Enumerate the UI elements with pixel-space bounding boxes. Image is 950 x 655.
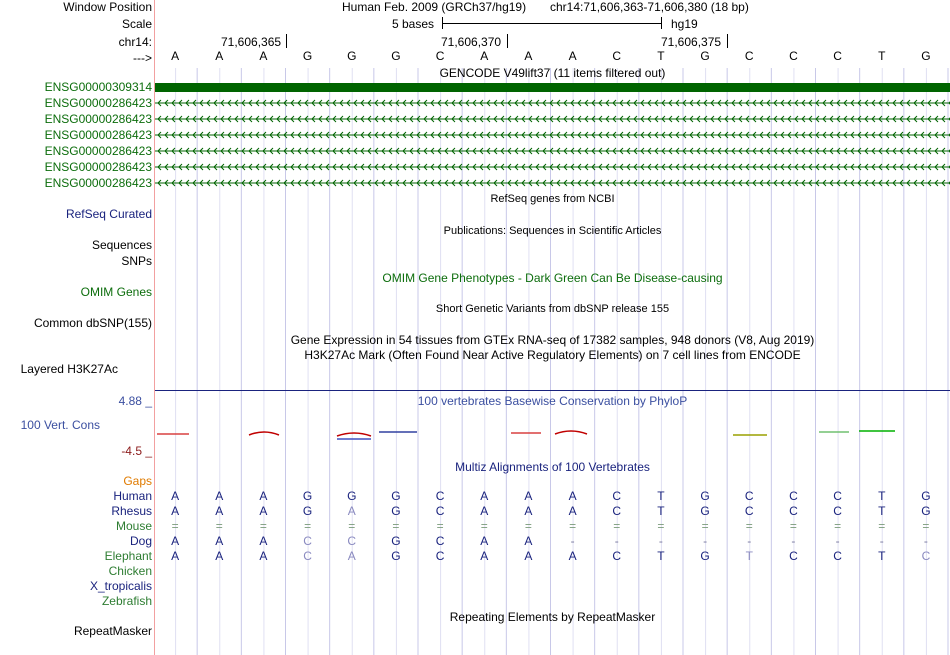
alignment-base: C — [921, 549, 931, 563]
alignment-base: A — [524, 534, 533, 548]
alignment-base: = — [922, 519, 930, 533]
alignment-base: A — [171, 534, 180, 548]
gene-label[interactable]: ENSG00000286423 — [44, 144, 152, 158]
gene-label[interactable]: ENSG00000286423 — [44, 176, 152, 190]
chrom-label: chr14: — [118, 35, 152, 49]
alignment-base: = — [215, 519, 223, 533]
alignment-row — [155, 504, 950, 519]
alignment-base: C — [744, 504, 754, 518]
alignment-base: A — [259, 504, 268, 518]
alignment-base: G — [391, 504, 401, 518]
reference-base: C — [789, 49, 798, 63]
alignment-base: A — [259, 534, 268, 548]
alignment-base: A — [215, 549, 224, 563]
alignment-base: C — [789, 504, 798, 518]
reference-base: A — [480, 49, 489, 63]
dbsnp-track-title: Short Genetic Variants from dbSNP release 155 — [435, 303, 670, 315]
alignment-base: = — [259, 519, 267, 533]
reference-base: C — [833, 49, 842, 63]
alignment-base: G — [391, 534, 401, 548]
gene-label[interactable]: ENSG00000286423 — [44, 96, 152, 110]
reference-base: A — [568, 49, 577, 63]
alignment-base: A — [259, 489, 268, 503]
alignment-base: - — [835, 534, 840, 548]
species-label[interactable]: X_tropicalis — [89, 579, 152, 593]
h3k27ac-track-title: H3K27Ac Mark (Often Found Near Active Regulatory Elements) on 7 cell lines from ENCODE — [304, 348, 801, 362]
alignment-base: C — [744, 489, 754, 503]
alignment-base: G — [391, 549, 401, 563]
reference-base: A — [259, 49, 268, 63]
alignment-row — [155, 594, 950, 609]
reference-base: G — [347, 49, 357, 63]
alignment-row — [155, 579, 950, 594]
alignment-row — [155, 519, 950, 534]
alignment-base: = — [789, 519, 797, 533]
alignment-base: = — [613, 519, 621, 533]
phylop-score-mark — [555, 431, 587, 434]
alignment-base: C — [435, 534, 445, 548]
gencode-track-title[interactable]: GENCODE V49lift37 (11 items filtered out) — [439, 66, 666, 80]
alignment-base: G — [391, 489, 401, 503]
alignment-base: - — [923, 534, 928, 548]
omim-track-label[interactable]: OMIM Genes — [80, 285, 152, 299]
species-label[interactable]: Dog — [129, 534, 152, 548]
alignment-base: - — [658, 534, 663, 548]
alignment-base: C — [612, 549, 622, 563]
alignment-base: A — [524, 549, 533, 563]
scale-text: 5 bases — [392, 17, 435, 31]
alignment-row — [155, 489, 950, 504]
cons-track-label[interactable]: 100 Vert. Cons — [20, 418, 100, 432]
scale-label: Scale — [121, 17, 152, 31]
alignment-base: = — [834, 519, 842, 533]
refseq-track-label[interactable]: RefSeq Curated — [65, 207, 152, 221]
alignment-base: = — [392, 519, 400, 533]
alignment-base: C — [612, 489, 622, 503]
alignment-base: G — [347, 489, 357, 503]
alignment-base: = — [878, 519, 886, 533]
track-label-sidebar — [0, 0, 154, 655]
alignment-base: - — [879, 534, 884, 548]
phylop-track-title: 100 vertebrates Basewise Conservation by PhyloP — [417, 394, 688, 408]
alignment-base: = — [569, 519, 577, 533]
alignment-base: = — [436, 519, 444, 533]
alignment-base: G — [921, 489, 931, 503]
alignment-base: A — [568, 489, 577, 503]
alignment-base: G — [302, 504, 313, 518]
reference-base: C — [612, 49, 622, 63]
alignment-base: C — [833, 549, 842, 563]
snps-track-label[interactable]: SNPs — [121, 254, 152, 268]
alignment-base: C — [789, 549, 798, 563]
alignment-base: T — [657, 504, 665, 518]
alignment-base: A — [215, 534, 224, 548]
reference-base: G — [391, 49, 401, 63]
alignment-base: A — [524, 489, 533, 503]
reference-base: G — [700, 49, 710, 63]
cons-max-label: 4.88 _ — [118, 394, 152, 408]
alignment-base: = — [480, 519, 488, 533]
genome-browser-track-area[interactable] — [155, 0, 950, 655]
position-readout: chr14:71,606,363-71,606,380 (18 bp) — [550, 0, 749, 14]
alignment-base: A — [215, 504, 224, 518]
alignment-base: = — [701, 519, 709, 533]
alignment-base: G — [302, 489, 313, 503]
dbsnp-track-label[interactable]: Common dbSNP(155) — [33, 316, 152, 330]
alignment-base: A — [480, 534, 489, 548]
gaps-track-label[interactable]: Gaps — [123, 474, 152, 488]
alignment-base: - — [570, 534, 575, 548]
window-position-label: Window Position — [63, 0, 152, 14]
alignment-base: = — [348, 519, 356, 533]
assembly-title: Human Feb. 2009 (GRCh37/hg19) — [342, 0, 527, 14]
alignment-base: G — [700, 504, 710, 518]
h3k27ac-track-label[interactable]: Layered H3K27Ac — [20, 362, 118, 376]
alignment-row — [155, 534, 950, 549]
alignment-base: C — [612, 504, 622, 518]
gene-label[interactable]: ENSG00000309314 — [44, 80, 152, 94]
alignment-base: C — [435, 549, 445, 563]
reference-base: G — [921, 49, 931, 63]
reference-base: A — [171, 49, 180, 63]
gene-label[interactable]: ENSG00000286423 — [44, 160, 152, 174]
refseq-track-title: RefSeq genes from NCBI — [490, 193, 615, 205]
reference-base: G — [302, 49, 313, 63]
alignment-base: A — [480, 504, 489, 518]
gene-label[interactable]: ENSG00000286423 — [44, 128, 152, 142]
alignment-base: A — [259, 549, 268, 563]
rmsk-track-title: Repeating Elements by RepeatMasker — [449, 610, 656, 624]
alignment-base: = — [171, 519, 179, 533]
alignment-base: T — [745, 549, 753, 563]
alignment-base: C — [435, 489, 445, 503]
alignment-base: A — [171, 549, 180, 563]
omim-track-title: OMIM Gene Phenotypes - Dark Green Can Be Disease-causing — [382, 271, 723, 285]
alignment-base: A — [171, 489, 180, 503]
species-label[interactable]: Human — [113, 489, 152, 503]
alignment-base: = — [657, 519, 665, 533]
publications-track-title: Publications: Sequences in Scientific Articles — [443, 225, 662, 237]
reference-base: T — [657, 49, 665, 63]
species-label[interactable]: Rhesus — [111, 504, 152, 518]
reference-base: T — [878, 49, 886, 63]
alignment-base: - — [791, 534, 796, 548]
alignment-base: A — [347, 504, 356, 518]
alignment-base: C — [833, 504, 842, 518]
gene-label[interactable]: ENSG00000286423 — [44, 112, 152, 126]
reference-base: C — [435, 49, 445, 63]
species-label[interactable]: Chicken — [108, 564, 152, 578]
coordinate-tick-label: 71,606,375 — [661, 35, 722, 49]
alignment-base: G — [700, 549, 710, 563]
multiz-track-title: Multiz Alignments of 100 Vertebrates — [455, 460, 650, 474]
alignment-base: T — [878, 504, 886, 518]
strand-arrow-label: ---> — [133, 51, 152, 65]
phylop-score-mark — [337, 433, 371, 436]
alignment-base: T — [657, 489, 665, 503]
alignment-base: T — [657, 549, 665, 563]
alignment-base: G — [921, 504, 931, 518]
alignment-base: A — [171, 504, 180, 518]
alignment-base: C — [789, 489, 798, 503]
alignment-base: C — [303, 534, 312, 548]
coordinate-tick-label: 71,606,370 — [441, 35, 502, 49]
reference-base: A — [215, 49, 224, 63]
species-label[interactable]: Zebrafish — [101, 594, 152, 608]
phylop-score-mark — [249, 432, 279, 435]
alignment-base: G — [700, 489, 710, 503]
alignment-base: A — [347, 549, 356, 563]
reference-base: C — [744, 49, 754, 63]
alignment-base: = — [745, 519, 753, 533]
alignment-base: C — [435, 504, 445, 518]
multiz-alignment-block — [155, 489, 950, 614]
species-label[interactable]: Mouse — [115, 519, 152, 533]
alignment-base: A — [480, 489, 489, 503]
alignment-base: C — [303, 549, 312, 563]
alignment-base: = — [524, 519, 532, 533]
alignment-base: = — [304, 519, 312, 533]
alignment-base: - — [614, 534, 619, 548]
alignment-base: T — [878, 549, 886, 563]
alignment-base: A — [568, 549, 577, 563]
coordinate-tick-label: 71,606,365 — [221, 35, 282, 49]
cons-min-label: -4.5 _ — [121, 444, 152, 458]
alignment-base: A — [480, 549, 489, 563]
alignment-base: A — [568, 504, 577, 518]
alignment-base: - — [747, 534, 752, 548]
gtex-track-title: Gene Expression in 54 tissues from GTEx RNA-seq of 17382 samples, 948 donors (V8, Aug 2019) — [290, 333, 815, 347]
repeatmasker-track-label[interactable]: RepeatMasker — [73, 624, 152, 638]
species-label[interactable]: Elephant — [104, 549, 152, 563]
alignment-base: A — [215, 489, 224, 503]
alignment-row — [155, 564, 950, 579]
alignment-base: A — [524, 504, 533, 518]
alignment-base: C — [833, 489, 842, 503]
alignment-base: C — [347, 534, 357, 548]
alignment-base: - — [703, 534, 708, 548]
scale-db: hg19 — [671, 17, 698, 31]
alignment-base: T — [878, 489, 886, 503]
sequences-track-label[interactable]: Sequences — [91, 238, 152, 252]
alignment-row — [155, 549, 950, 564]
reference-base: A — [524, 49, 533, 63]
